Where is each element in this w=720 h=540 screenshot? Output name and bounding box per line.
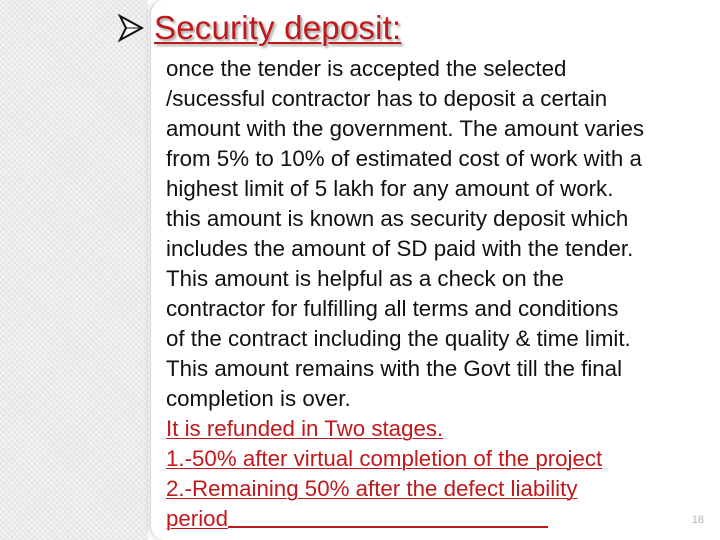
body-line: of the contract including the quality & time limit. bbox=[166, 326, 631, 351]
body-line: includes the amount of SD paid with the tender. bbox=[166, 236, 634, 261]
body-line: This amount remains with the Govt till the final bbox=[166, 356, 623, 381]
arrow-bullet-icon bbox=[118, 8, 154, 48]
refund-stage-2: 2.-Remaining 50% after the defect liability bbox=[166, 476, 578, 501]
body-line: amount with the government. The amount varies bbox=[166, 116, 644, 141]
slide-title: Security deposit: bbox=[154, 9, 402, 46]
body-line: completion is over. bbox=[166, 386, 351, 411]
body-line: this amount is known as security deposit which bbox=[166, 206, 629, 231]
body-line: contractor for fulfilling all terms and conditions bbox=[166, 296, 619, 321]
body-line: from 5% to 10% of estimated cost of work with a bbox=[166, 146, 642, 171]
underline-rule bbox=[228, 526, 548, 528]
refund-heading: It is refunded in Two stages. bbox=[166, 416, 444, 441]
refund-stage-2-continued bbox=[166, 504, 714, 534]
page-number: 18 bbox=[691, 514, 704, 526]
refund-stage-1: 1.-50% after virtual completion of the project bbox=[166, 446, 603, 471]
body-line: highest limit of 5 lakh for any amount of work. bbox=[166, 176, 614, 201]
slide-title-row bbox=[118, 8, 401, 48]
side-texture bbox=[0, 0, 148, 540]
body-text bbox=[166, 54, 714, 534]
body-line: This amount is helpful as a check on the bbox=[166, 266, 564, 291]
body-line: /sucessful contractor has to deposit a certain bbox=[166, 86, 608, 111]
refund-period-word: period bbox=[166, 506, 228, 531]
body-line: once the tender is accepted the selected bbox=[166, 56, 567, 81]
